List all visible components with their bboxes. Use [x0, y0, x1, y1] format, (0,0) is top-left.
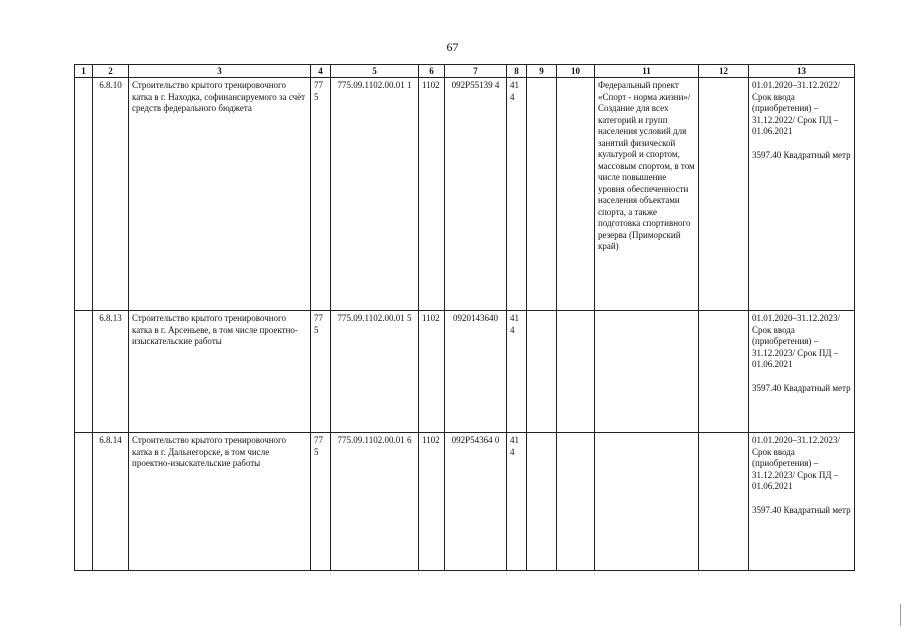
cell-c5: 775.09.1102.00.01 5: [331, 311, 419, 433]
budget-table: [74, 64, 855, 571]
cell-c11: [595, 433, 699, 571]
cell-c4: 775: [311, 311, 331, 433]
column-header: 6: [419, 65, 445, 78]
cell-c6: 1102: [419, 311, 445, 433]
cell-c5: 775.09.1102.00.01 6: [331, 433, 419, 571]
cell-c9: [527, 311, 557, 433]
cell-c11: [595, 311, 699, 433]
cell-object-name: Строительство крытого тренировочного катка в г. Арсеньеве, в том числе проектно-изыскательские работы: [129, 311, 311, 433]
column-header: 9: [527, 65, 557, 78]
cell-c12: [699, 433, 749, 571]
cell-c10: [557, 311, 595, 433]
column-header: 3: [129, 65, 311, 78]
column-header: 2: [93, 65, 129, 78]
scan-edge-mark: [900, 604, 901, 626]
cell-c12: [699, 311, 749, 433]
table-row: [75, 78, 855, 311]
cell-c7: 092P54364 0: [445, 433, 507, 571]
cell-c9: [527, 78, 557, 311]
cell-c9: [527, 433, 557, 571]
cell-c10: [557, 433, 595, 571]
cell-c6: 1102: [419, 433, 445, 571]
cell-c4: 775: [311, 433, 331, 571]
cell-c8: 41 4: [507, 311, 527, 433]
cell-item-number: 6.8.13: [93, 311, 129, 433]
column-header: 10: [557, 65, 595, 78]
cell-c8: 41 4: [507, 433, 527, 571]
table-row: [75, 433, 855, 571]
cell-col1: [75, 433, 93, 571]
cell-c7: 092P55139 4: [445, 78, 507, 311]
period-text: 01.01.2020–31.12.2022/ Срок ввода (приобретения) – 31.12.2022/ Срок ПД – 01.06.2021: [752, 80, 841, 136]
capacity-text: 3597.40 Квадратный метр: [752, 149, 851, 160]
capacity-text: 3597.40 Квадратный метр: [752, 504, 851, 515]
cell-col1: [75, 78, 93, 311]
page-number: 67: [446, 40, 459, 54]
cell-c4: 775: [311, 78, 331, 311]
cell-c8: 41 4: [507, 78, 527, 311]
column-header: 12: [699, 65, 749, 78]
cell-col1: [75, 311, 93, 433]
period-text: 01.01.2020–31.12.2023/ Срок ввода (приобретения) – 31.12.2023/ Срок ПД – 01.06.2021: [752, 313, 841, 369]
cell-object-name: Строительство крытого тренировочного катка в г. Дальнегорске, в том числе проектно-изыскательские работы: [129, 433, 311, 571]
column-header: 5: [331, 65, 419, 78]
cell-c6: 1102: [419, 78, 445, 311]
table-header-row: [75, 65, 855, 78]
cell-c11: Федеральный проект «Спорт - норма жизни»/Создание для всех категорий и групп населения условий для занятий физической культурой и спортом, массовым спортом, в том числе повышение уровня обеспеченности населения объектами спорта, а также подготовка спортивного резерва (Приморский край): [595, 78, 699, 311]
column-header: 8: [507, 65, 527, 78]
table-row: [75, 311, 855, 433]
capacity-text: 3597.40 Квадратный метр: [752, 382, 851, 393]
cell-item-number: 6.8.10: [93, 78, 129, 311]
column-header: 1: [75, 65, 93, 78]
cell-c7: 0920143640: [445, 311, 507, 433]
cell-object-name: Строительство крытого тренировочного катка в г. Находка, софинансируемого за счёт средств федерального бюджета: [129, 78, 311, 311]
cell-c13: [749, 433, 855, 571]
cell-c12: [699, 78, 749, 311]
period-text: 01.01.2020–31.12.2023/ Срок ввода (приобретения) – 31.12.2023/ Срок ПД – 01.06.2021: [752, 435, 841, 491]
column-header: 7: [445, 65, 507, 78]
cell-c10: [557, 78, 595, 311]
cell-c5: 775.09.1102.00.01 1: [331, 78, 419, 311]
column-header: 11: [595, 65, 699, 78]
cell-item-number: 6.8.14: [93, 433, 129, 571]
cell-c13: [749, 78, 855, 311]
column-header: 4: [311, 65, 331, 78]
cell-c13: [749, 311, 855, 433]
column-header: 13: [749, 65, 855, 78]
